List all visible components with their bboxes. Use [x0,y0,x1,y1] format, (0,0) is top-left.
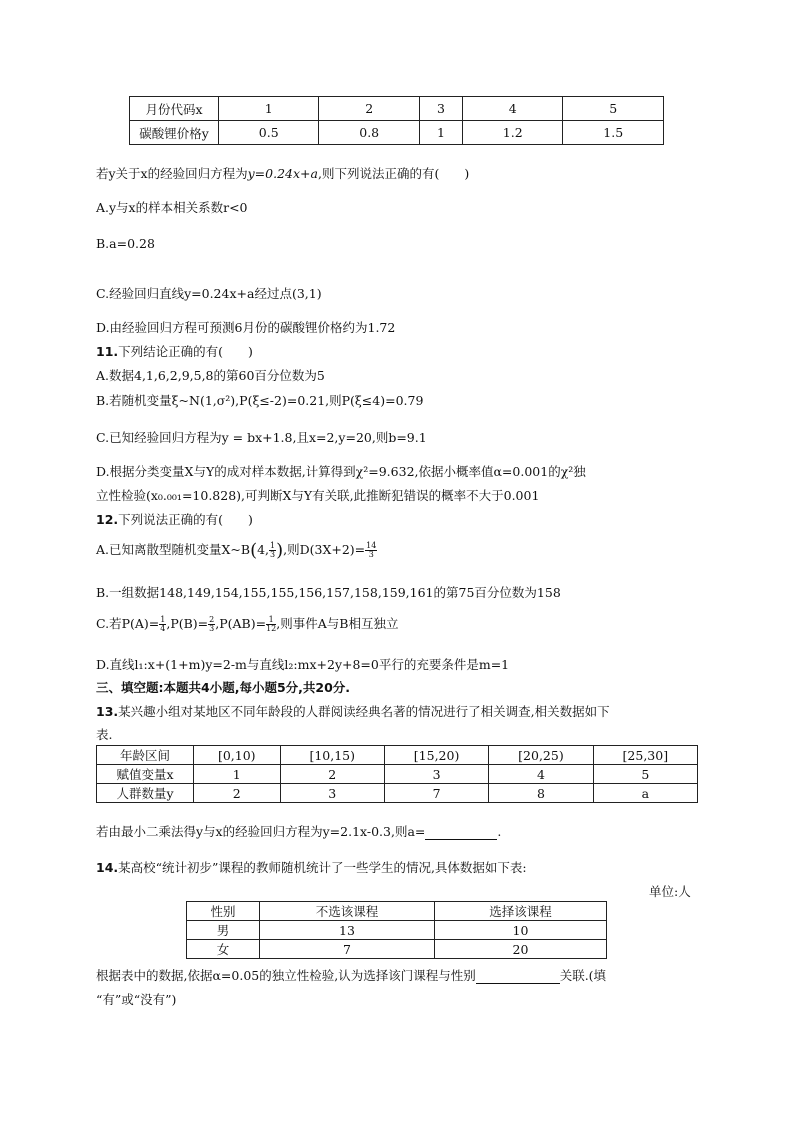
answer-blank[interactable] [425,824,497,840]
table-cell: 1 [194,765,281,784]
table-cell: 3 [280,784,384,803]
question-number: 11. [96,344,119,359]
left-paren: ( [250,540,258,561]
table-header-cell: 不选该课程 [260,902,435,921]
q14-stem-text: 某高校“统计初步”课程的教师随机统计了一些学生的情况,具体数据如下表: [118,860,527,875]
q10-stem [96,164,469,182]
q14-answer-tail: 关联.(填 [559,968,607,983]
q12-option-a-text: A.已知离散型随机变量X~B [96,542,251,557]
q12-option-d: D.直线l₁:x+(1+m)y=2-m与直线l₂:mx+2y+8=0平行的充要条件是m=1 [96,657,510,672]
q11-option-c-equation: y = bx+1.8,且x=2,y=20,则b=9.1 [221,430,427,445]
table-cell: 0.5 [219,121,319,145]
q12-stem [96,510,253,528]
q10-option-c-tail: 经过点(3,1) [254,286,322,301]
table-cell: 1 [419,121,462,145]
table-cell: 3 [384,765,488,784]
q12-option-c-tail: ,则事件A与B相互独立 [276,616,399,631]
q13-stem-text: 某兴趣小组对某地区不同年龄段的人群阅读经典名著的情况进行了相关调查,相关数据如下 [118,704,610,719]
table-cell: 4 [489,765,593,784]
table-cell: 7 [260,940,435,959]
denominator: 12 [266,624,277,633]
table-cell: a [593,784,697,803]
q13-answer-line [96,822,501,840]
answer-blank[interactable] [476,968,560,984]
numerator: 1 [270,541,276,550]
price-table [129,96,664,145]
table-cell: 20 [435,940,607,959]
table-cell: 7 [384,784,488,803]
q10-option-b: B.a=0.28 [96,236,155,251]
q12-option-b: B.一组数据148,149,154,155,155,156,157,158,159,161的第75百分位数为158 [96,585,561,600]
q13-answer-tail: ,则a= [390,824,426,839]
table-header-cell: 选择该课程 [435,902,607,921]
table-cell: 3 [419,97,462,121]
section-heading: 三、填空题:本题共4小题,每小题5分,共20分. [96,680,351,695]
table-cell: 4 [463,97,563,121]
gender-table [186,901,607,959]
q12-option-c-pb: ,P(B)= [166,616,209,631]
table-cell: 8 [489,784,593,803]
table-cell: [10,15) [280,746,384,765]
table-row-label: 人群数量y [97,784,194,803]
q11-option-c-text: C.已知经验回归方程为 [96,430,222,445]
q10-option-a: A.y与x的样本相关系数r<0 [96,200,248,215]
table-cell: 1.2 [463,121,563,145]
numerator: 1 [160,615,166,624]
q12-option-c [96,614,398,633]
q14-answer-line1 [96,966,606,984]
q12-stem-text: 下列说法正确的有( ) [118,512,253,527]
numerator: 2 [209,615,215,624]
table-row-label: 年龄区间 [97,746,194,765]
denominator: 3 [368,550,374,559]
denominator: 4 [160,624,166,633]
table-cell: 2 [280,765,384,784]
table-cell: [20,25) [489,746,593,765]
q13-stem-line2: 表. [96,727,113,742]
q11-option-c [96,428,427,446]
q11-option-d-line1: D.根据分类变量X与Y的成对样本数据,计算得到χ²=9.632,依据小概率值α=0.001的χ²独 [96,464,586,479]
unit-label: 单位:人 [649,884,691,899]
age-table [96,745,698,803]
table-cell: 1.5 [563,121,664,145]
question-number: 14. [96,860,119,875]
q14-stem [96,858,527,876]
q12-option-a-n: 4, [257,542,270,557]
q10-option-c-equation: y=0.24x+a [184,286,255,301]
table-cell: [0,10) [194,746,281,765]
q10-option-c-text: C.经验回归直线 [96,286,185,301]
table-cell: 2 [194,784,281,803]
right-paren: ) [276,540,284,561]
question-number: 13. [96,704,119,719]
q12-option-c-text: C.若P(A)= [96,616,160,631]
q12-option-a-tail: ,则D(3X+2)= [283,542,366,557]
q11-option-d-line2: 立性检验(x₀.₀₀₁=10.828),可判断X与Y有关联,此推断犯错误的概率不大于0.001 [96,488,540,503]
numerator: 14 [366,541,377,550]
table-header-cell: 性别 [187,902,260,921]
table-cell: 女 [187,940,260,959]
table-cell: [25,30] [593,746,697,765]
q11-stem-text: 下列结论正确的有( ) [118,344,253,359]
denominator: 3 [270,550,276,559]
q11-stem [96,342,253,360]
table-cell: 2 [319,97,419,121]
q13-equation: y=2.1x-0.3 [322,824,391,839]
table-cell: 男 [187,921,260,940]
q14-answer-text: 根据表中的数据,依据α=0.05的独立性检验,认为选择该门课程与性别 [96,968,476,983]
q10-equation: y=0.24x+a [247,166,318,181]
table-cell: 10 [435,921,607,940]
table-cell: 0.8 [319,121,419,145]
denominator: 3 [209,624,215,633]
period: . [497,824,502,839]
table-cell: 1 [219,97,319,121]
q10-option-c [96,284,322,302]
numerator: 1 [266,616,276,625]
q13-answer-text: 若由最小二乘法得y与x的经验回归方程为 [96,824,323,839]
table-cell: 5 [593,765,697,784]
fraction [266,616,276,633]
table-cell: 13 [260,921,435,940]
q10-option-d: D.由经验回归方程可预测6月份的碳酸锂价格约为1.72 [96,320,396,335]
table-cell: 5 [563,97,664,121]
q11-option-a: A.数据4,1,6,2,9,5,8的第60百分位数为5 [96,368,325,383]
table-cell: [15,20) [384,746,488,765]
table-row-label: 月份代码x [130,97,219,121]
q11-option-b: B.若随机变量ξ~N(1,σ²),P(ξ≤-2)=0.21,则P(ξ≤4)=0.79 [96,393,424,408]
q12-option-c-pab: ,P(AB)= [215,616,267,631]
q10-stem-text: 若y关于x的经验回归方程为 [96,166,248,181]
q14-answer-line2: “有”或“没有”) [96,992,177,1007]
q12-option-a [96,540,377,561]
table-row-label: 赋值变量x [97,765,194,784]
question-number: 12. [96,512,119,527]
fraction [365,542,377,559]
q10-stem-tail: ,则下列说法正确的有( ) [317,166,470,181]
table-row-label: 碳酸锂价格y [130,121,219,145]
q13-stem-line1 [96,702,610,720]
